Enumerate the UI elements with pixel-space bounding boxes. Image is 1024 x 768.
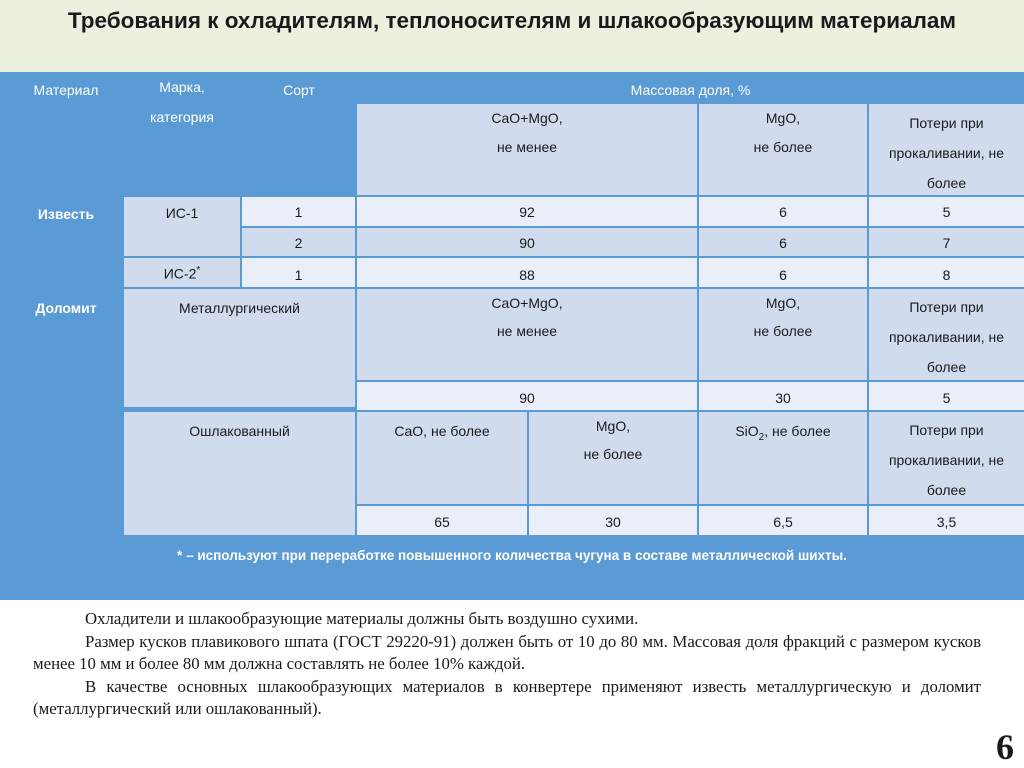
cell-r2-mgo: 6 bbox=[699, 228, 867, 256]
table-footnote: * – используют при переработке повышенного количества чугуна в составе металлической шихты. bbox=[177, 548, 847, 563]
brand-is1: ИС-1 bbox=[124, 197, 240, 256]
body-text bbox=[33, 608, 981, 721]
subheader-cao-mgo: CaO+MgO, не менее bbox=[357, 104, 697, 195]
header-material: Материал bbox=[33, 82, 99, 98]
cell-r3-grade: 1 bbox=[242, 258, 355, 287]
cell-r1-loss: 5 bbox=[869, 197, 1024, 226]
subheader-loss: Потери при прокаливании, не более bbox=[869, 104, 1024, 195]
header-grade: Сорт bbox=[283, 82, 315, 98]
cell-s-sio2: 6,5 bbox=[699, 506, 867, 535]
s-subheader-mgo: MgO, не более bbox=[529, 412, 697, 504]
cell-r2-grade: 2 bbox=[242, 228, 355, 256]
cell-s-cao: 65 bbox=[357, 506, 527, 535]
cell-s-mgo: 30 bbox=[529, 506, 697, 535]
row-label-dolomite: Доломит bbox=[35, 300, 97, 316]
cell-d-mgo: 30 bbox=[699, 382, 867, 410]
d-subheader-loss: Потери при прокаливании, не более bbox=[869, 289, 1024, 380]
paragraph-3: В качестве основных шлакообразующих материалов в конвертере применяют известь металлургическую и доломит (металлургический или ошлакованный). bbox=[33, 676, 981, 718]
brand-slagged: Ошлакованный bbox=[124, 412, 355, 535]
cell-d-loss: 5 bbox=[869, 382, 1024, 410]
cell-r3-mgo: 6 bbox=[699, 258, 867, 287]
cell-r3-cao: 88 bbox=[357, 258, 697, 287]
d-subheader-cao-mgo: CaO+MgO, не менее bbox=[357, 289, 697, 380]
cell-d-cao: 90 bbox=[357, 382, 697, 410]
paragraph-1: Охладители и шлакообразующие материалы должны быть воздушно сухими. bbox=[85, 609, 639, 628]
row-label-lime: Известь bbox=[37, 206, 95, 222]
paragraph-2: Размер кусков плавикового шпата (ГОСТ 29220-91) должен быть от 10 до 80 мм. Массовая доля фракций с размером кусков менее 10 мм и более 80 мм должна составлять не более 10% каждой. bbox=[33, 631, 981, 673]
page-number: 6 bbox=[996, 727, 1014, 767]
slide-title: Требования к охладителям, теплоносителям и шлакообразующим материалам bbox=[67, 8, 957, 33]
cell-r2-loss: 7 bbox=[869, 228, 1024, 256]
cell-r1-mgo: 6 bbox=[699, 197, 867, 226]
header-brand: Марка, категория bbox=[150, 79, 214, 125]
header-mass-fraction: Массовая доля, % bbox=[630, 82, 751, 98]
cell-r3-loss: 8 bbox=[869, 258, 1024, 287]
cell-s-loss: 3,5 bbox=[869, 506, 1024, 535]
brand-metallurgical: Металлургический bbox=[124, 289, 355, 407]
cell-r2-cao: 90 bbox=[357, 228, 697, 256]
subheader-mgo: MgO, не более bbox=[699, 104, 867, 195]
cell-r1-grade: 1 bbox=[242, 197, 355, 226]
d-subheader-mgo: MgO, не более bbox=[699, 289, 867, 380]
brand-is2: ИС-2* bbox=[124, 258, 240, 287]
title-band bbox=[0, 0, 1024, 73]
cell-r1-cao: 92 bbox=[357, 197, 697, 226]
s-subheader-sio2: SiO$_2$, не более bbox=[699, 412, 867, 504]
s-subheader-loss: Потери при прокаливании, не более bbox=[869, 412, 1024, 504]
s-subheader-cao: CaO, не более bbox=[357, 412, 527, 504]
